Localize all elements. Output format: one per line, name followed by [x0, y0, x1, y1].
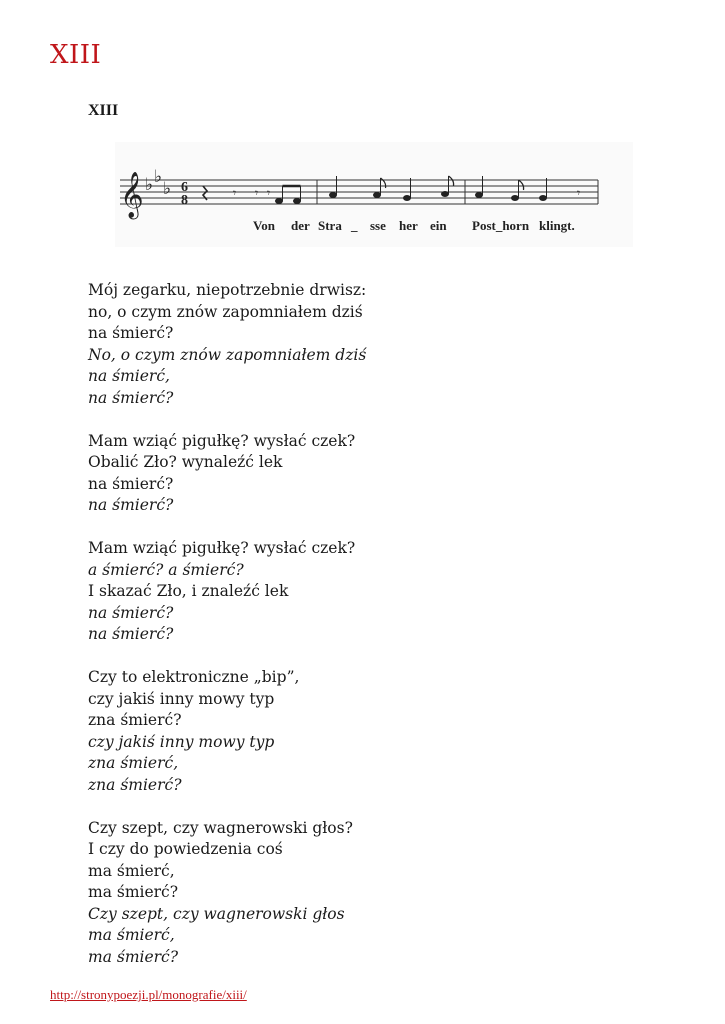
- section-heading: XIII: [88, 102, 119, 119]
- svg-text:♭: ♭: [154, 167, 163, 187]
- poem-body: [88, 280, 688, 990]
- lyric-syllable: sse: [370, 218, 386, 233]
- measure-1: [203, 186, 301, 204]
- poem-line: czy jakiś inny mowy typ: [88, 732, 275, 751]
- poem-line: no, o czym znów zapomniałem dziś: [88, 302, 363, 321]
- poem-line: na śmierć?: [88, 388, 174, 407]
- svg-text:𝄾: 𝄾: [267, 186, 271, 200]
- score-lyrics: [253, 218, 575, 233]
- poem-line: na śmierć?: [88, 625, 174, 643]
- poem-line: Mój zegarku, niepotrzebnie drwisz:: [88, 281, 367, 299]
- stanza: [88, 667, 688, 796]
- svg-text:𝄾: 𝄾: [577, 186, 581, 200]
- poem-line: Mam wziąć pigułkę? wysłać czek?: [88, 431, 356, 450]
- time-signature-bottom: 8: [181, 193, 188, 208]
- poem-line: ma śmierć?: [88, 883, 179, 901]
- lyric-syllable: her: [399, 218, 418, 233]
- poem-line: Czy szept, czy wagnerowski głos: [88, 904, 345, 923]
- svg-text:♭: ♭: [163, 179, 172, 199]
- poem-line: ma śmierć?: [88, 947, 179, 966]
- poem-line: zna śmierć?: [88, 711, 182, 729]
- poem-line: I czy do powiedzenia coś: [88, 840, 283, 858]
- poem-line: Mam wziąć pigułkę? wysłać czek?: [88, 539, 356, 557]
- page-title: XIII: [50, 40, 102, 70]
- poem-line: na śmierć?: [88, 603, 174, 622]
- poem-line: No, o czym znów zapomniałem dziś: [88, 345, 367, 364]
- time-signature-top: 6: [181, 180, 188, 195]
- poem-line: na śmierć?: [88, 324, 174, 342]
- poem-line: a śmierć? a śmierć?: [88, 560, 244, 579]
- source-link[interactable]: http://stronypoezji.pl/monografie/xiii/: [50, 987, 247, 1002]
- stanza: [88, 431, 688, 517]
- svg-text:𝄾: 𝄾: [255, 186, 259, 200]
- stanza: [88, 280, 688, 409]
- poem-line: ma śmierć,: [88, 926, 175, 944]
- lyric-syllable: Post_horn: [472, 218, 530, 233]
- lyric-syllable: Stra: [318, 218, 342, 233]
- stanza: [88, 818, 688, 969]
- lyric-syllable: der: [291, 218, 310, 233]
- poem-line: Czy szept, czy wagnerowski głos?: [88, 818, 353, 837]
- lyric-syllable: Von: [253, 218, 275, 233]
- poem-line: Czy to elektroniczne „bip”,: [88, 668, 300, 686]
- poem-line: I skazać Zło, i znaleźć lek: [88, 582, 289, 600]
- poem-line: na śmierć?: [88, 496, 174, 514]
- lyric-syllable: ein: [430, 218, 447, 233]
- poem-line: ma śmierć,: [88, 861, 175, 880]
- poem-line: zna śmierć?: [88, 775, 182, 794]
- poem-line: na śmierć,: [88, 367, 170, 385]
- poem-line: Obalić Zło? wynaleźć lek: [88, 453, 283, 471]
- music-score-image: [115, 142, 633, 247]
- poem-line: zna śmierć,: [88, 754, 179, 772]
- lyric-syllable: _: [351, 218, 358, 233]
- stanza: [88, 538, 688, 646]
- staff-lines: [120, 180, 598, 204]
- treble-clef-icon: 𝄞: [120, 172, 144, 218]
- svg-text:♭: ♭: [145, 175, 154, 195]
- poem-line: na śmierć?: [88, 474, 174, 493]
- lyric-syllable: klingt.: [539, 218, 575, 233]
- poem-line: czy jakiś inny mowy typ: [88, 689, 275, 708]
- music-notation: [115, 142, 633, 247]
- key-signature-flats: [145, 167, 171, 199]
- svg-text:𝄾: 𝄾: [233, 186, 237, 200]
